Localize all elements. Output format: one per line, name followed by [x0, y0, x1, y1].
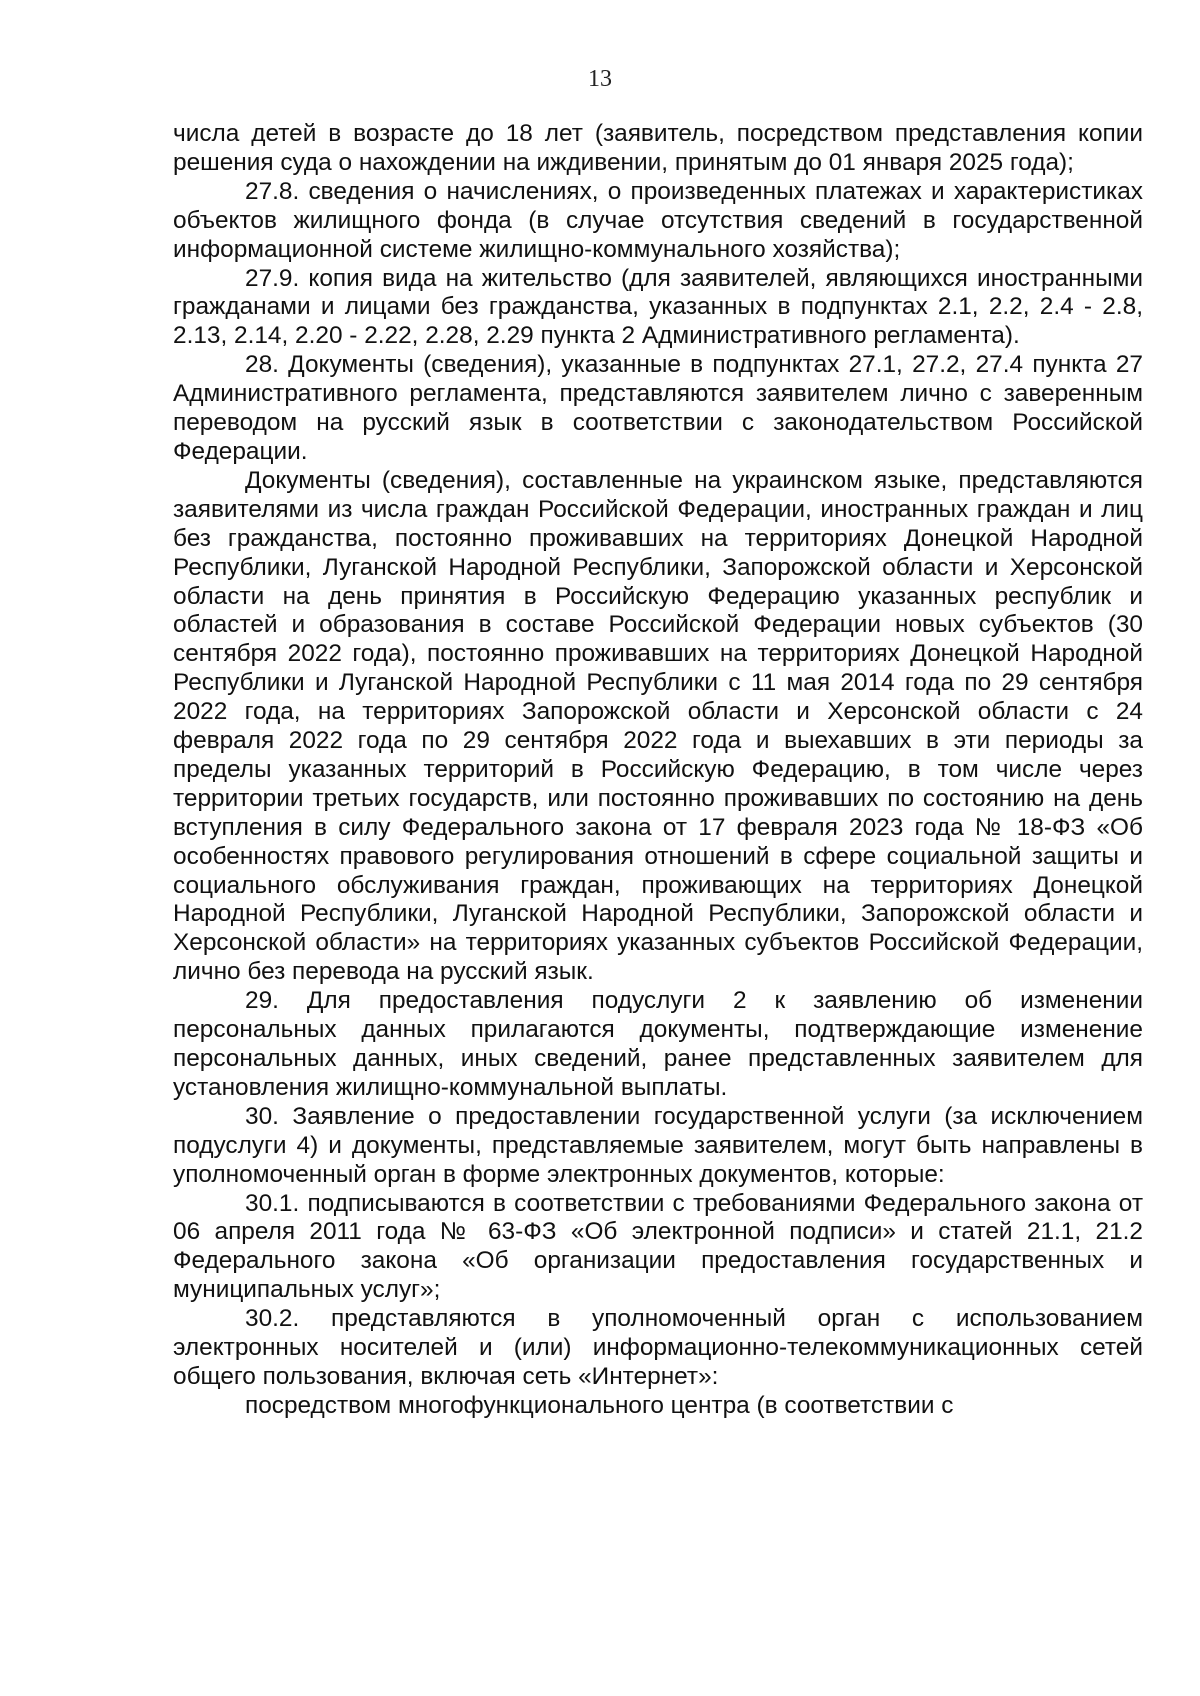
paragraph-mfc: посредством многофункционального центра (в соответствии с: [245, 1391, 954, 1419]
paragraph-30: 30. Заявление о предоставлении государственной услуги (за исключением подуслуги 4) и документы, представляемые заявителем, могут быть направлены в уполномоченный орган в форме электронных документов, которые:: [173, 1102, 1143, 1188]
page-number: 13: [588, 66, 612, 92]
paragraph-30-1: 30.1. подписываются в соответствии с требованиями Федерального закона от 06 апреля 2011 года № 63-ФЗ «Об электронной подписи» и статей 21.1, 21.2 Федерального закона «Об организации предоставления государственных и муниципальных услуг»;: [173, 1189, 1143, 1304]
paragraph-27-9: 27.9. копия вида на жительство (для заявителей, являющихся иностранными гражданами и лицами без гражданства, указанных в подпунктах 2.1, 2.2, 2.4 - 2.8, 2.13, 2.14, 2.20 - 2.22, 2.28, 2.29 пункта 2 Административного регламента).: [173, 264, 1143, 350]
paragraph-30-2: 30.2. представляются в уполномоченный орган с использованием электронных носителей и (или) информационно-телекоммуникационных сетей общего пользования, включая сеть «Интернет»:: [173, 1305, 1143, 1390]
paragraph-28: 28. Документы (сведения), указанные в подпунктах 27.1, 27.2, 27.4 пункта 27 Административного регламента, представляются заявителем лично с заверенным переводом на русский язык в соответствии с законодательством Российской Федерации.: [173, 351, 1143, 465]
paragraph-28-ukrainian-documents: Документы (сведения), составленные на украинском языке, представляются заявителями из числа граждан Российской Федерации, иностранных граждан и лиц без гражданства, постоянно проживавших на территориях Донецкой Народной Республики, Луганской Народной Республики, Запорожской области и Херсонской области на день принятия в Российскую Федерацию указанных республик и областей и образования в составе Российской Федерации новых субъектов (30 сентября 2022 года), постоянно проживавших на территориях Донецкой Народной Республики и Луганской Народной Республики с 11 мая 2014 года по 29 сентября 2022 года, на территориях Запорожской области и Херсонской области с 24 февраля 2022 года по 29 сентября 2022 года и выехавших в эти периоды за пределы указанных территорий в Российскую Федерацию, в том числе через территории третьих государств, или постоянно проживавших по состоянию на день вступления в силу Федерального закона от 17 февраля 2023 года № 18-ФЗ «Об особенностях правового регулирования отношений в сфере социальной защиты и социального обслуживания граждан, проживающих на территориях Донецкой Народной Республики, Луганской Народной Республики, Запорожской области и Херсонской области» на территориях указанных субъектов Российской Федерации, лично без перевода на русский язык.: [173, 466, 1143, 986]
document-body: [173, 120, 1143, 1421]
paragraph-continuation: числа детей в возрасте до 18 лет (заявитель, посредством представления копии решения суда о нахождении на иждивении, принятым до 01 января 2025 года);: [173, 120, 1143, 176]
paragraph-27-8: 27.8. сведения о начислениях, о произведенных платежах и характеристиках объектов жилищного фонда (в случае отсутствия сведений в государственной информационной системе жилищно-коммунального хозяйства);: [173, 177, 1143, 263]
paragraph-29: 29. Для предоставления подуслуги 2 к заявлению об изменении персональных данных прилагаются документы, подтверждающие изменение персональных данных, иных сведений, ранее представленных заявителем для установления жилищно-коммунальной выплаты.: [173, 987, 1143, 1101]
